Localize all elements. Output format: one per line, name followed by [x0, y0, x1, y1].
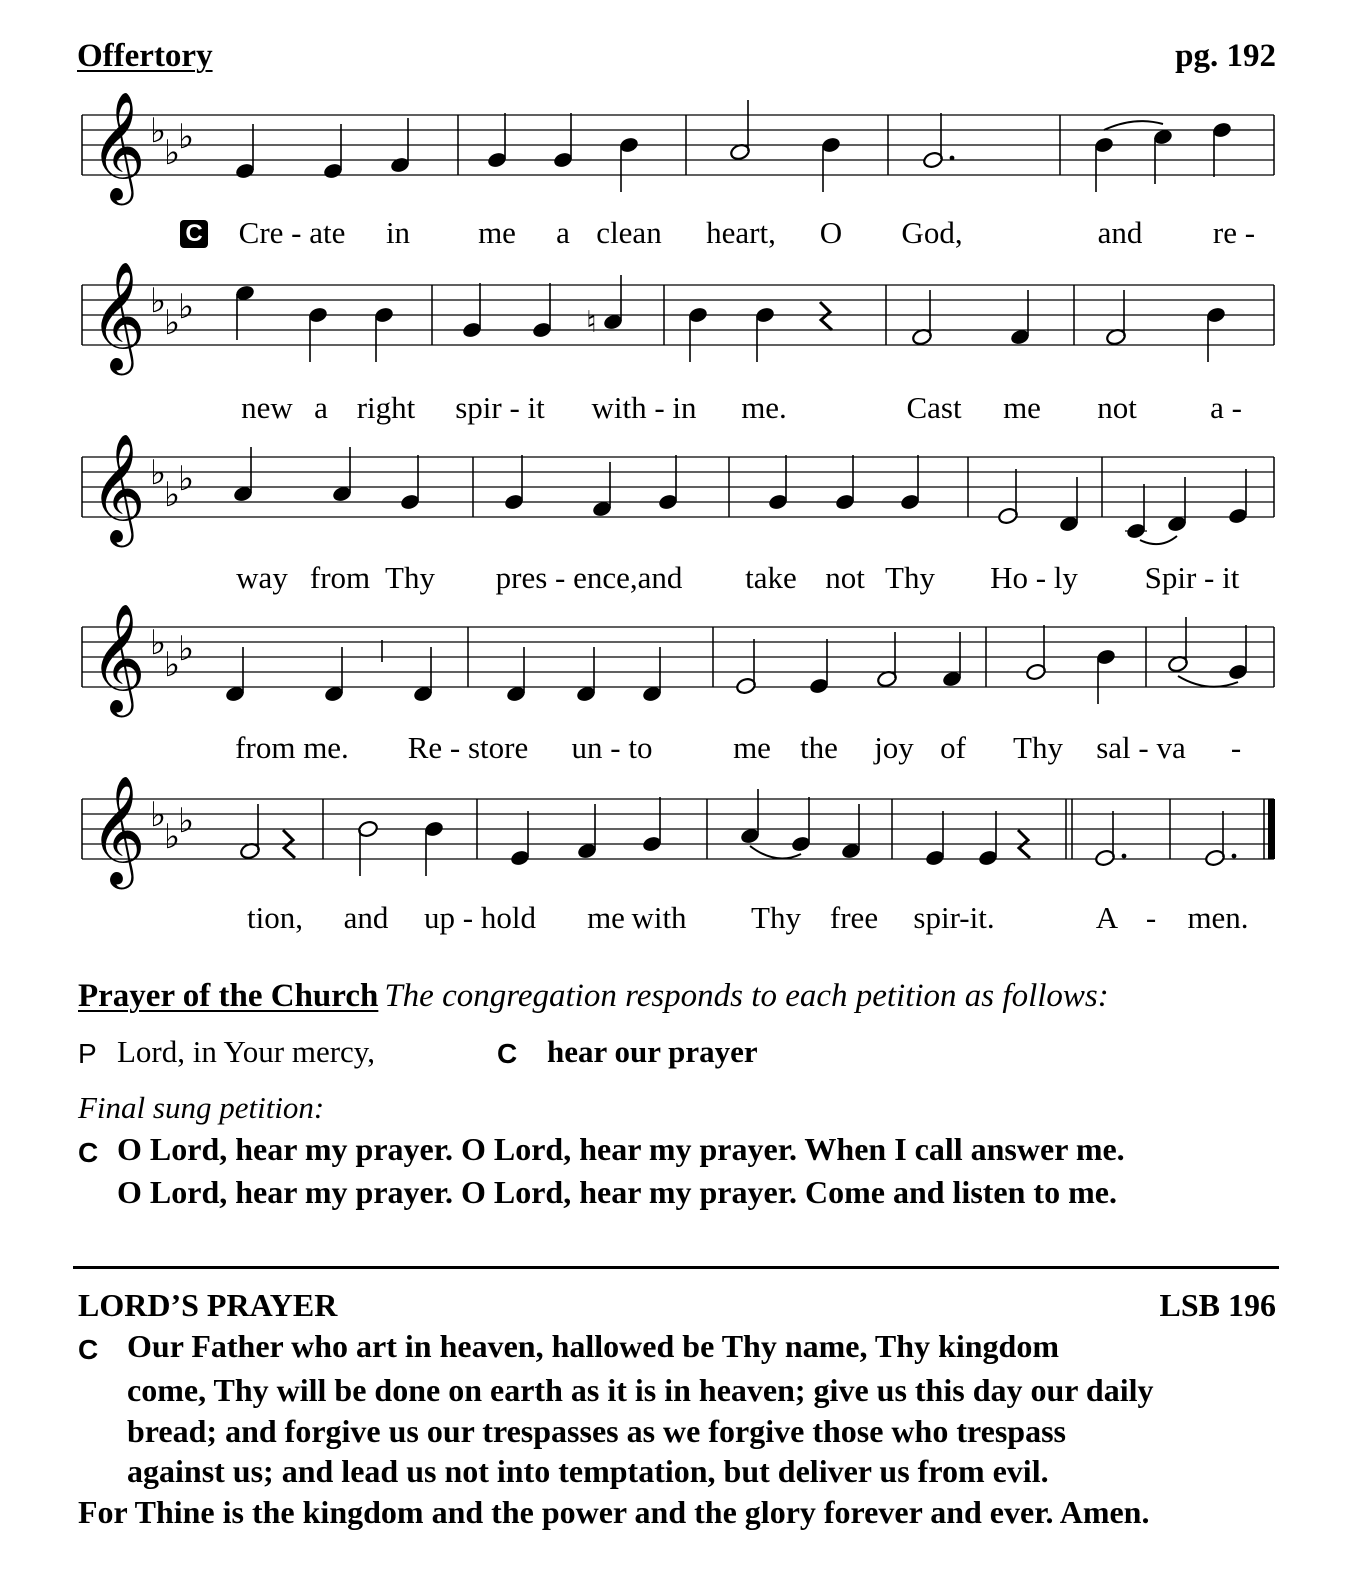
prayer-of-church-header	[78, 978, 1109, 1015]
lyric: God,	[901, 215, 963, 250]
lyric: Thy	[385, 560, 435, 595]
lords-prayer-doxology: For Thine is the kingdom and the power and the glory forever and ever. Amen.	[78, 1494, 1150, 1530]
lyric: clean	[596, 215, 662, 250]
lords-prayer-line: come, Thy will be done on earth as it is in heaven; give us this day our daily	[127, 1372, 1154, 1408]
lyric: A	[1095, 900, 1119, 935]
lyric: and	[1097, 215, 1143, 250]
music-staff-4	[80, 600, 1278, 720]
lyric: right	[356, 390, 416, 425]
svg-text:𝄞: 𝄞	[90, 434, 146, 543]
lords-prayer-marker: C	[78, 1334, 99, 1365]
lyric: Cast	[906, 390, 962, 425]
staff-svg-1	[80, 88, 1278, 208]
lyric: un - to	[571, 730, 653, 765]
svg-text:♭: ♭	[178, 119, 195, 156]
section-divider	[73, 1266, 1279, 1269]
final-petition-line-2: O Lord, hear my prayer. O Lord, hear my prayer. Come and listen to me.	[117, 1174, 1117, 1210]
lyric: with	[631, 900, 687, 935]
lyric: heart,	[706, 215, 776, 250]
lyric: take	[745, 560, 797, 595]
final-marker: C	[78, 1137, 99, 1168]
svg-text:♭: ♭	[178, 631, 195, 668]
staff-svg-4	[80, 600, 1278, 720]
svg-text:𝄞: 𝄞	[90, 262, 146, 371]
lyric: in	[385, 215, 411, 250]
music-staff-2	[80, 258, 1278, 378]
congregation-badge: C	[180, 220, 208, 248]
lyric: -	[1230, 730, 1242, 765]
lyric: me.	[741, 390, 787, 425]
offertory-title: Offertory	[77, 38, 213, 74]
lyric: with - in	[591, 390, 697, 425]
svg-text:♭: ♭	[178, 803, 195, 840]
lyric: way	[236, 560, 288, 595]
lyric: tion,	[247, 900, 303, 935]
svg-text:♭: ♭	[178, 461, 195, 498]
lyric: Thy	[1013, 730, 1063, 765]
svg-text:𝄞: 𝄞	[90, 776, 146, 885]
lyric: re -	[1212, 215, 1256, 250]
lyric: a	[314, 390, 328, 425]
lyric: me	[478, 215, 516, 250]
final-petition-label: Final sung petition:	[78, 1090, 325, 1125]
lyric: me	[733, 730, 771, 765]
staff-svg-3	[80, 430, 1278, 550]
congregation-marker: C	[497, 1038, 518, 1069]
svg-text:♭: ♭	[178, 289, 195, 326]
svg-text:♭: ♭	[164, 819, 181, 856]
lyric: Cre - ate	[238, 215, 346, 250]
music-staff-3	[80, 430, 1278, 550]
lyric: Re - store	[407, 730, 529, 765]
lyric: up - hold	[424, 900, 536, 935]
lords-prayer-line: Our Father who art in heaven, hallowed be Thy name, Thy kingdom	[127, 1328, 1059, 1364]
music-staff-5	[80, 772, 1278, 892]
svg-text:♭: ♭	[164, 477, 181, 514]
svg-text:♭: ♭	[150, 283, 167, 320]
lyric: a	[556, 215, 570, 250]
lyric: Thy	[751, 900, 801, 935]
lyric: me	[1003, 390, 1041, 425]
lyric: from	[309, 560, 371, 595]
lyric: pres - ence,and	[495, 560, 683, 595]
lyric: from me.	[235, 730, 349, 765]
staff-svg-5	[80, 772, 1278, 892]
lyric: sal - va	[1096, 730, 1186, 765]
svg-text:♭: ♭	[150, 113, 167, 150]
music-staff-1	[80, 88, 1278, 208]
svg-text:♭: ♭	[164, 135, 181, 172]
svg-text:♭: ♭	[150, 797, 167, 834]
lyric: me	[587, 900, 625, 935]
offertory-page-ref: pg. 192	[1175, 38, 1276, 74]
lyric: free	[829, 900, 879, 935]
svg-text:𝄞: 𝄞	[90, 604, 146, 713]
lyric: spir-it.	[913, 900, 995, 935]
svg-text:♭: ♭	[150, 625, 167, 662]
pastor-petition-text: Lord, in Your mercy,	[117, 1034, 376, 1069]
lyric: joy	[874, 730, 914, 765]
lyric: Spir - it	[1144, 560, 1240, 595]
svg-text:♭: ♭	[150, 455, 167, 492]
lyric: Thy	[885, 560, 935, 595]
svg-text:♭: ♭	[164, 305, 181, 342]
lyric: O	[819, 215, 843, 250]
final-petition-line-1: O Lord, hear my prayer. O Lord, hear my prayer. When I call answer me.	[117, 1131, 1125, 1167]
lyric: men.	[1187, 900, 1249, 935]
lyric: new	[241, 390, 293, 425]
lyric: spir - it	[455, 390, 545, 425]
lyric: not	[1097, 390, 1137, 425]
prayer-instruction: The congregation responds to each petition as follows:	[384, 978, 1109, 1014]
svg-text:♭: ♭	[164, 647, 181, 684]
lyric: not	[825, 560, 865, 595]
lords-prayer-title: LORD’S PRAYER	[78, 1287, 338, 1323]
lords-prayer-ref: LSB 196	[1159, 1287, 1276, 1323]
lords-prayer-line: against us; and lead us not into temptation, but deliver us from evil.	[127, 1453, 1049, 1489]
lords-prayer-line: bread; and forgive us our trespasses as we forgive those who trespass	[127, 1413, 1066, 1449]
congregation-response: hear our prayer	[547, 1034, 758, 1069]
staff-svg-2	[80, 258, 1278, 378]
svg-text:♮: ♮	[586, 306, 597, 339]
lyric: of	[940, 730, 966, 765]
pastor-marker: P	[78, 1038, 97, 1069]
prayer-of-church-title: Prayer of the Church	[78, 978, 379, 1014]
lyric: Ho - ly	[990, 560, 1078, 595]
lyric: a -	[1210, 390, 1242, 425]
lyric: the	[800, 730, 838, 765]
lyric: -	[1145, 900, 1157, 935]
lyric: and	[343, 900, 389, 935]
svg-text:𝄞: 𝄞	[90, 92, 146, 201]
